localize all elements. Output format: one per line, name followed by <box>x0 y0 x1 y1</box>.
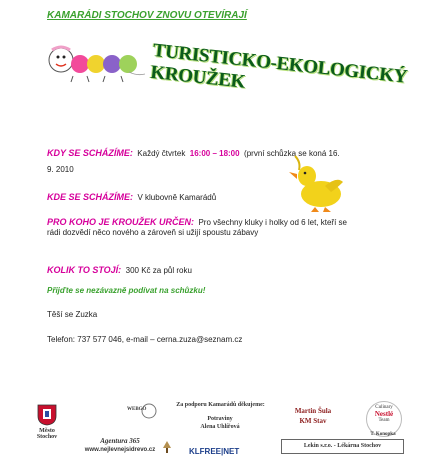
drevo-label: www.nejlevnejsidrevo.cz <box>84 447 156 453</box>
potraviny-line2: Alena Uhlířová <box>200 424 240 430</box>
cost-text: 300 Kč za půl roku <box>125 266 192 275</box>
thanks-text: Za podporu Kamarádů děkujeme: <box>176 402 265 408</box>
when-label: KDY SE SCHÁZÍME: <box>47 148 133 158</box>
culinary-line3: Team <box>378 418 390 423</box>
who-text-line2: rádi dozvědí něco nového a zároveň si užijí spoustu zábavy <box>47 228 259 237</box>
when-text-line2: 9. 2010 <box>47 165 74 174</box>
when-text: Každý čtvrtek <box>137 149 186 158</box>
webgo-label: WEBGO <box>127 407 147 412</box>
duck-illustration <box>287 152 347 214</box>
culinary-line4: T. Konopka <box>370 432 396 437</box>
klfree-logo: KLFREE|NET <box>189 447 240 456</box>
cost-line <box>47 260 192 278</box>
martin-line2: KM Stav <box>299 417 327 425</box>
martin-line1: Martin Šula <box>294 407 332 415</box>
who-text: Pro všechny kluky i holky od 6 let, kteří se <box>198 218 347 227</box>
culinary-line1: Culinary <box>375 405 393 410</box>
page-title: TURISTICKO-EKOLOGICKÝ KROUŽEK <box>149 40 409 93</box>
where-line <box>47 187 216 205</box>
agentura-label: Agentura 365 <box>100 437 140 445</box>
contact-text: Telefon: 737 577 046, e-mail – cerna.zuza@seznam.cz <box>47 335 243 344</box>
who-label: PRO KOHO JE KROUŽEK URČEN: <box>47 217 195 227</box>
stochov-coat-of-arms <box>37 404 57 426</box>
invite-text: Přijďte se nezávazně podívat na schůzku! <box>47 286 206 295</box>
when-time: 16:00 – 18:00 <box>189 149 240 158</box>
when-text-post: (první schůzka se koná 16. <box>244 149 340 158</box>
webgo-logo <box>127 403 157 424</box>
where-label: KDE SE SCHÁZÍME: <box>47 192 134 202</box>
where-text: V klubovně Kamarádů <box>137 193 217 202</box>
caterpillar-logo <box>43 42 148 84</box>
potraviny-line1: Potraviny <box>207 416 233 422</box>
city-label: Město Stochov <box>36 428 58 440</box>
culinary-line2: Nestlé <box>374 410 394 418</box>
headline: KAMARÁDI STOCHOV ZNOVU OTEVÍRAJÍ <box>47 10 247 21</box>
tree-icon <box>162 440 172 454</box>
lekarna-box: Lekin s.r.o. - Lékárna Stochov <box>281 439 404 454</box>
cost-label: KOLIK TO STOJÍ: <box>47 265 122 275</box>
greeting-text: Těší se Zuzka <box>47 310 98 319</box>
